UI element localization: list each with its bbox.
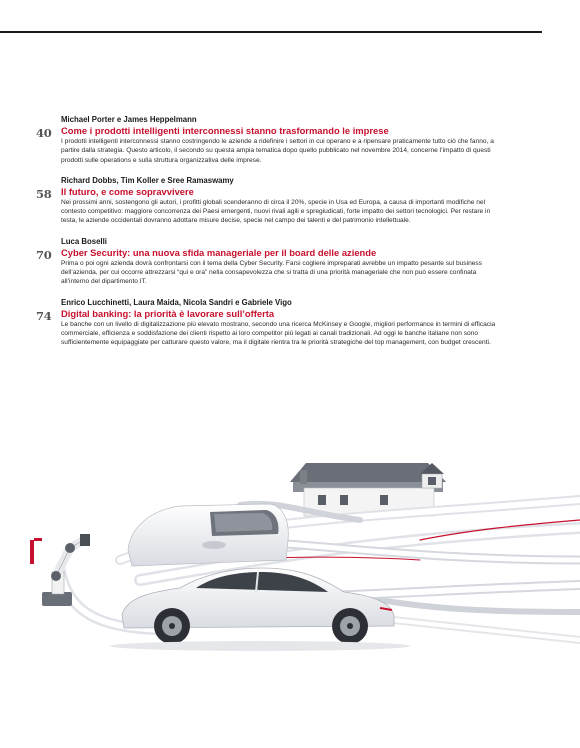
article-authors: Richard Dobbs, Tim Koller e Sree Ramaswamy — [61, 175, 234, 185]
page-number: 74 — [36, 308, 52, 323]
autonomous-pod-drawing — [128, 504, 288, 566]
article-summary: Le banche con un livello di digitalizzazione più elevato mostrano, secondo una ricerca McKinsey e Google, migliori performance in termini di efficacia commerciale, efficienza e soddisfazione dei clienti rispetto ai loro competitor più legati ai canali tradizionali. Ad oggi le banche italiane non sono sufficientemente equipaggiate per catturare questo valore, ma il digitale rientra tra le priorità strategiche del top management, con budget crescenti. — [61, 320, 496, 347]
article-list — [36, 115, 506, 359]
article-summary: Prima o poi ogni azienda dovrà confrontarsi con il tema della Cyber Security. Farsi cogliere impreparati avrebbe un impatto pesante sul business dell’azienda, per cui occorre attrezzarsi “qui e ora” nella consapevolezza che si tratta di una priorità manageriale che non può essere confinata all’interno del dipartimento IT. — [61, 259, 482, 286]
top-rule — [0, 31, 542, 33]
article-entry[interactable] — [36, 298, 506, 348]
article-title[interactable]: Cyber Security: una nuova sfida manageriale per il board delle aziende — [61, 246, 377, 258]
page-number: 70 — [36, 247, 52, 262]
article-entry[interactable] — [36, 237, 506, 287]
page-number: 40 — [36, 126, 52, 140]
article-authors: Luca Boselli — [61, 236, 107, 246]
robot-arm-drawing — [30, 534, 90, 606]
article-authors: Enrico Lucchinetti, Laura Maida, Nicola Sandri e Gabriele Vigo — [61, 297, 292, 307]
article-title[interactable]: Digital banking: la priorità è lavorare sull’offerta — [61, 307, 275, 319]
page-number: 58 — [36, 186, 52, 201]
article-summary: I prodotti intelligenti interconnessi stanno costringendo le aziende a ridefinire i settori in cui operano e a ripensare praticamente tutto ciò che fanno, a partire dalla strategia. Questo articolo, il secondo su questa ampia tematica dopo quello pubblicato nel novembre 2014, concerne l’impatto di questi prodotti sulle operations e sulla struttura organizzativa delle imprese. — [61, 138, 494, 164]
article-authors: Michael Porter e James Heppelmann — [61, 115, 197, 124]
connected-products-illustration — [0, 440, 580, 680]
article-title[interactable]: Il futuro, e come sopravvivere — [61, 185, 194, 197]
article-entry[interactable] — [36, 115, 506, 165]
article-summary: Nei prossimi anni, sostengono gli autori, i profitti globali scenderanno di circa il 20%, specie in Usa ed Europa, a causa di importanti modifiche nel contesto competitivo: maggiore concorrenza dei Paesi emergenti, nuovi rivali agili e spregiudicati, forte impatto dei settori tecnologici. Per restare in testa, le aziende occidentali dovranno adottare misure decise, specie nel campo dei talenti e del patrimonio intellettuale. — [61, 198, 491, 225]
article-title[interactable]: Come i prodotti intelligenti interconnessi stanno trasformando le imprese — [61, 125, 389, 136]
article-entry[interactable] — [36, 176, 506, 226]
